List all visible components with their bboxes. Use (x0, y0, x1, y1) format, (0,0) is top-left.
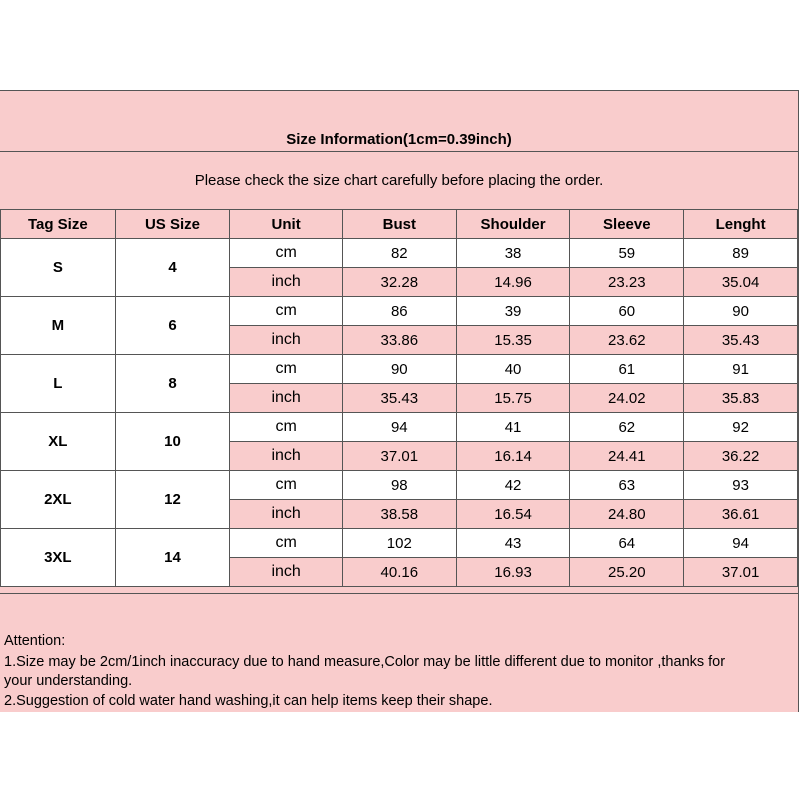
attention-notes (0, 593, 798, 712)
measurement-cell: 39 (456, 297, 570, 326)
measurement-cell: 82 (342, 239, 456, 268)
us-size-cell: 4 (115, 239, 230, 297)
tag-size-cell: 2XL (1, 471, 116, 529)
tag-size-cell: L (1, 355, 116, 413)
tag-size-cell: S (1, 239, 116, 297)
us-size-cell: 14 (115, 529, 230, 587)
measurement-cell: 94 (684, 529, 798, 558)
size-chart-sheet (0, 90, 799, 712)
measurement-cell: 35.43 (684, 326, 798, 355)
measurement-cell: 94 (342, 413, 456, 442)
measurement-cell: 91 (684, 355, 798, 384)
header-length: Lenght (684, 210, 798, 239)
table-row (1, 239, 798, 268)
unit-cell: cm (230, 297, 343, 326)
unit-cell: inch (230, 500, 343, 529)
unit-cell: inch (230, 268, 343, 297)
measurement-cell: 37.01 (342, 442, 456, 471)
header-shoulder: Shoulder (456, 210, 570, 239)
table-row (1, 529, 798, 558)
measurement-cell: 35.83 (684, 384, 798, 413)
subtitle-row (0, 152, 798, 210)
table-row (1, 355, 798, 384)
us-size-cell: 6 (115, 297, 230, 355)
measurement-cell: 86 (342, 297, 456, 326)
notes-line-1-continued: your understanding. (4, 673, 133, 689)
header-unit: Unit (230, 210, 343, 239)
header-tag-size: Tag Size (1, 210, 116, 239)
measurement-cell: 40.16 (342, 558, 456, 587)
measurement-cell: 40 (456, 355, 570, 384)
measurement-cell: 92 (684, 413, 798, 442)
page-title: Size Information(1cm=0.39inch) (286, 131, 512, 148)
measurement-cell: 23.62 (570, 326, 684, 355)
measurement-cell: 102 (342, 529, 456, 558)
measurement-cell: 41 (456, 413, 570, 442)
measurement-cell: 33.86 (342, 326, 456, 355)
table-row (1, 413, 798, 442)
measurement-cell: 15.75 (456, 384, 570, 413)
us-size-cell: 10 (115, 413, 230, 471)
notes-line-1: 1.Size may be 2cm/1inch inaccuracy due to hand measure,Color may be little different due to monitor ,thanks for (4, 654, 726, 670)
unit-cell: inch (230, 558, 343, 587)
tag-size-cell: 3XL (1, 529, 116, 587)
measurement-cell: 35.04 (684, 268, 798, 297)
measurement-cell: 37.01 (684, 558, 798, 587)
measurement-cell: 90 (342, 355, 456, 384)
measurement-cell: 38.58 (342, 500, 456, 529)
measurement-cell: 42 (456, 471, 570, 500)
unit-cell: inch (230, 442, 343, 471)
measurement-cell: 36.22 (684, 442, 798, 471)
measurement-cell: 16.54 (456, 500, 570, 529)
us-size-cell: 8 (115, 355, 230, 413)
measurement-cell: 63 (570, 471, 684, 500)
header-bust: Bust (342, 210, 456, 239)
unit-cell: cm (230, 239, 343, 268)
unit-cell: cm (230, 355, 343, 384)
page-subtitle: Please check the size chart carefully before placing the order. (194, 172, 604, 189)
measurement-cell: 36.61 (684, 500, 798, 529)
measurement-cell: 64 (570, 529, 684, 558)
notes-line-2: 2.Suggestion of cold water hand washing,it can help items keep their shape. (4, 693, 493, 709)
measurement-cell: 38 (456, 239, 570, 268)
measurement-cell: 24.41 (570, 442, 684, 471)
measurement-cell: 16.14 (456, 442, 570, 471)
title-row (0, 91, 798, 152)
measurement-cell: 61 (570, 355, 684, 384)
notes-heading: Attention: (4, 633, 66, 649)
measurement-cell: 24.02 (570, 384, 684, 413)
measurement-cell: 35.43 (342, 384, 456, 413)
measurement-cell: 89 (684, 239, 798, 268)
header-sleeve: Sleeve (570, 210, 684, 239)
measurement-cell: 59 (570, 239, 684, 268)
size-table (0, 209, 798, 587)
measurement-cell: 32.28 (342, 268, 456, 297)
measurement-cell: 14.96 (456, 268, 570, 297)
measurement-cell: 16.93 (456, 558, 570, 587)
measurement-cell: 93 (684, 471, 798, 500)
table-row (1, 297, 798, 326)
table-header-row (1, 210, 798, 239)
measurement-cell: 15.35 (456, 326, 570, 355)
measurement-cell: 23.23 (570, 268, 684, 297)
unit-cell: cm (230, 529, 343, 558)
measurement-cell: 98 (342, 471, 456, 500)
unit-cell: cm (230, 413, 343, 442)
measurement-cell: 25.20 (570, 558, 684, 587)
tag-size-cell: XL (1, 413, 116, 471)
unit-cell: cm (230, 471, 343, 500)
unit-cell: inch (230, 326, 343, 355)
header-us-size: US Size (115, 210, 230, 239)
measurement-cell: 62 (570, 413, 684, 442)
measurement-cell: 24.80 (570, 500, 684, 529)
measurement-cell: 60 (570, 297, 684, 326)
table-row (1, 471, 798, 500)
measurement-cell: 90 (684, 297, 798, 326)
measurement-cell: 43 (456, 529, 570, 558)
unit-cell: inch (230, 384, 343, 413)
tag-size-cell: M (1, 297, 116, 355)
us-size-cell: 12 (115, 471, 230, 529)
